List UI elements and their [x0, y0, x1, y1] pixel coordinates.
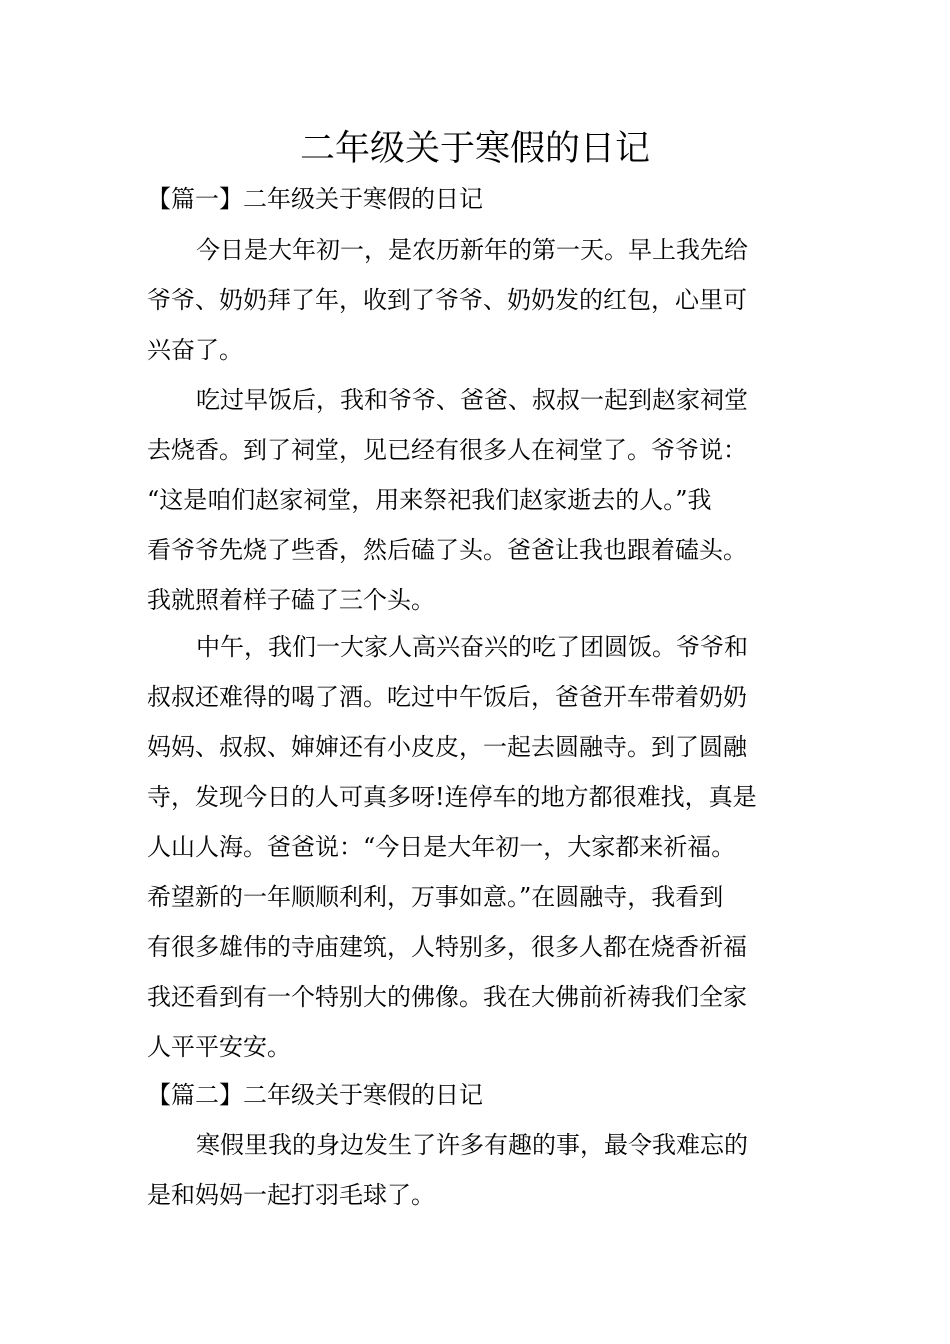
paragraph-line: 吃过早饭后，我和爷爷、爸爸、叔叔一起到赵家祠堂 — [196, 386, 748, 414]
paragraph-line: “这是咱们赵家祠堂，用来祭祀我们赵家逝去的人。”我 — [147, 486, 712, 514]
paragraph-line: 是和妈妈一起打羽毛球了。 — [147, 1181, 435, 1209]
paragraph-line: 兴奋了。 — [147, 336, 243, 364]
paragraph — [147, 225, 807, 375]
document-title: 二年级关于寒假的日记 — [299, 129, 650, 169]
paragraph-line: 人平平安安。 — [147, 1033, 291, 1061]
section-heading: 【篇二】二年级关于寒假的日记 — [147, 1081, 483, 1109]
paragraph-line: 我就照着样子磕了三个头。 — [147, 586, 435, 614]
paragraph-line: 寺，发现今日的人可真多呀!连停车的地方都很难找，真是 — [147, 783, 757, 811]
paragraph-line: 中午，我们一大家人高兴奋兴的吃了团圆饭。爷爷和 — [196, 633, 748, 661]
paragraph-line: 看爷爷先烧了些香，然后磕了头。爸爸让我也跟着磕头。 — [147, 536, 747, 564]
paragraph-line: 叔叔还难得的喝了酒。吃过中午饭后，爸爸开车带着奶奶 — [147, 683, 747, 711]
paragraph-line: 今日是大年初一，是农历新年的第一天。早上我先给 — [196, 236, 748, 264]
paragraph-line: 我还看到有一个特别大的佛像。我在大佛前祈祷我们全家 — [147, 983, 747, 1011]
section-heading: 【篇一】二年级关于寒假的日记 — [147, 185, 483, 213]
paragraph — [147, 375, 807, 625]
paragraph-line: 爷爷、奶奶拜了年，收到了爷爷、奶奶发的红包，心里可 — [147, 286, 747, 314]
paragraph — [147, 1120, 807, 1220]
paragraph-line: 去烧香。到了祠堂，见已经有很多人在祠堂了。爷爷说： — [147, 436, 747, 464]
paragraph-line: 人山人海。爸爸说：“今日是大年初一，大家都来祈福。 — [147, 833, 736, 861]
paragraph-line: 寒假里我的身边发生了许多有趣的事，最令我难忘的 — [196, 1131, 748, 1159]
paragraph-line: 希望新的一年顺顺利利，万事如意。”在圆融寺，我看到 — [147, 883, 724, 911]
paragraph-line: 妈妈、叔叔、婶婶还有小皮皮，一起去圆融寺。到了圆融 — [147, 733, 747, 761]
paragraph — [147, 622, 807, 1072]
paragraph-line: 有很多雄伟的寺庙建筑，人特别多，很多人都在烧香祈福 — [147, 933, 747, 961]
